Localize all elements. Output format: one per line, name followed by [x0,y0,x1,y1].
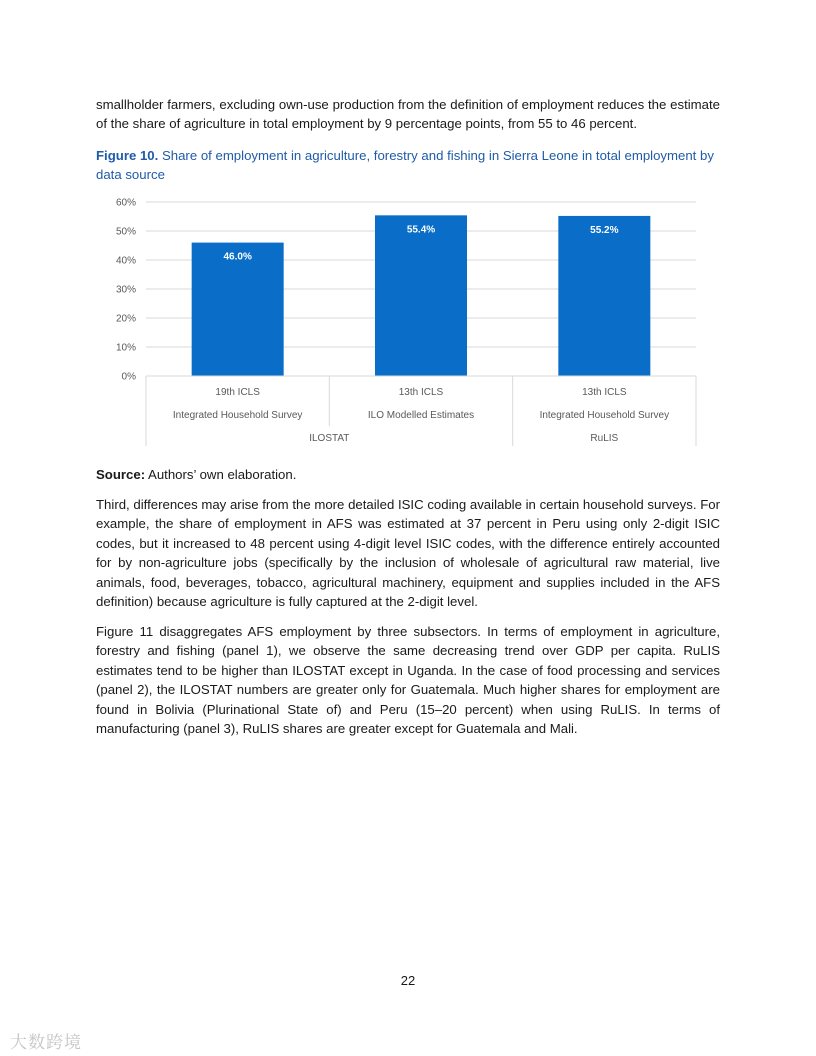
y-tick-label: 20% [115,313,136,325]
source-note [96,465,296,484]
intro-paragraph: smallholder farmers, excluding own-use production from the definition of employment reduces the estimate of the share of agriculture in total employment by 9 percentage points, from 55 to 46 percent. [96,97,720,132]
y-tick-label: 30% [115,284,136,296]
source-label: Source: [96,467,146,482]
paragraph-isic: Third, differences may arise from the more detailed ISIC coding available in certain household surveys. For example, the share of employment in AFS was estimated at 37 percent in Peru using only 2-digit ISIC codes, but it increased to 48 percent using 4-digit level ISIC codes, with the difference entirely accounted for by non-agriculture jobs (specifically by the inclusion of wholesale of agricultural raw material, live animals, food, beverages, tobacco, agricultural machinery, equipment and supplies included in the AFS definition) because agriculture is fully captured at the 2-digit level. [96,497,720,610]
category-label-line2: Integrated Household Survey [539,410,670,421]
data-label: 55.2% [590,224,619,236]
page-number: 22 [400,973,416,988]
figure-caption [96,146,720,184]
bar [558,216,650,376]
data-label: 55.4% [406,224,436,236]
y-tick-label: 0% [121,371,136,383]
group-label: ILOSTAT [309,433,350,444]
category-label-line2: Integrated Household Survey [172,410,303,421]
data-label: 46.0% [223,251,252,263]
category-label-line2: ILO Modelled Estimates [367,410,475,421]
group-label: RuLIS [590,433,619,444]
watermark-logo: 大数跨境 [10,1033,82,1052]
source-text: Authors’ own elaboration. [145,467,297,482]
bar-chart [96,188,720,450]
category-label-line1: 19th ICLS [215,387,260,398]
y-tick-label: 50% [115,226,136,238]
figure-title: Share of employment in agriculture, forestry and fishing in Sierra Leone in total employment by data source [96,148,714,182]
bar [192,243,284,376]
bar [375,215,467,376]
category-label-line1: 13th ICLS [398,387,444,398]
y-tick-label: 60% [115,197,136,209]
y-tick-label: 10% [115,342,136,354]
figure-label: Figure 10. [96,148,159,163]
y-tick-label: 40% [115,255,136,267]
paragraph-figure11: Figure 11 disaggregates AFS employment by three subsectors. In terms of employment in agriculture, forestry and fishing (panel 1), we observe the same decreasing trend over GDP per capita. RuLIS estimates tend to be higher than ILOSTAT except in Uganda. In the case of food processing and services (panel 2), the ILOSTAT numbers are greater only for Guatemala. Much higher shares for employment are found in Bolivia (Plurinational State of) and Peru (15–20 percent) when using RuLIS. In terms of manufacturing (panel 3), RuLIS shares are greater except for Guatemala and Mali. [96,624,720,737]
category-label-line1: 13th ICLS [582,387,627,398]
